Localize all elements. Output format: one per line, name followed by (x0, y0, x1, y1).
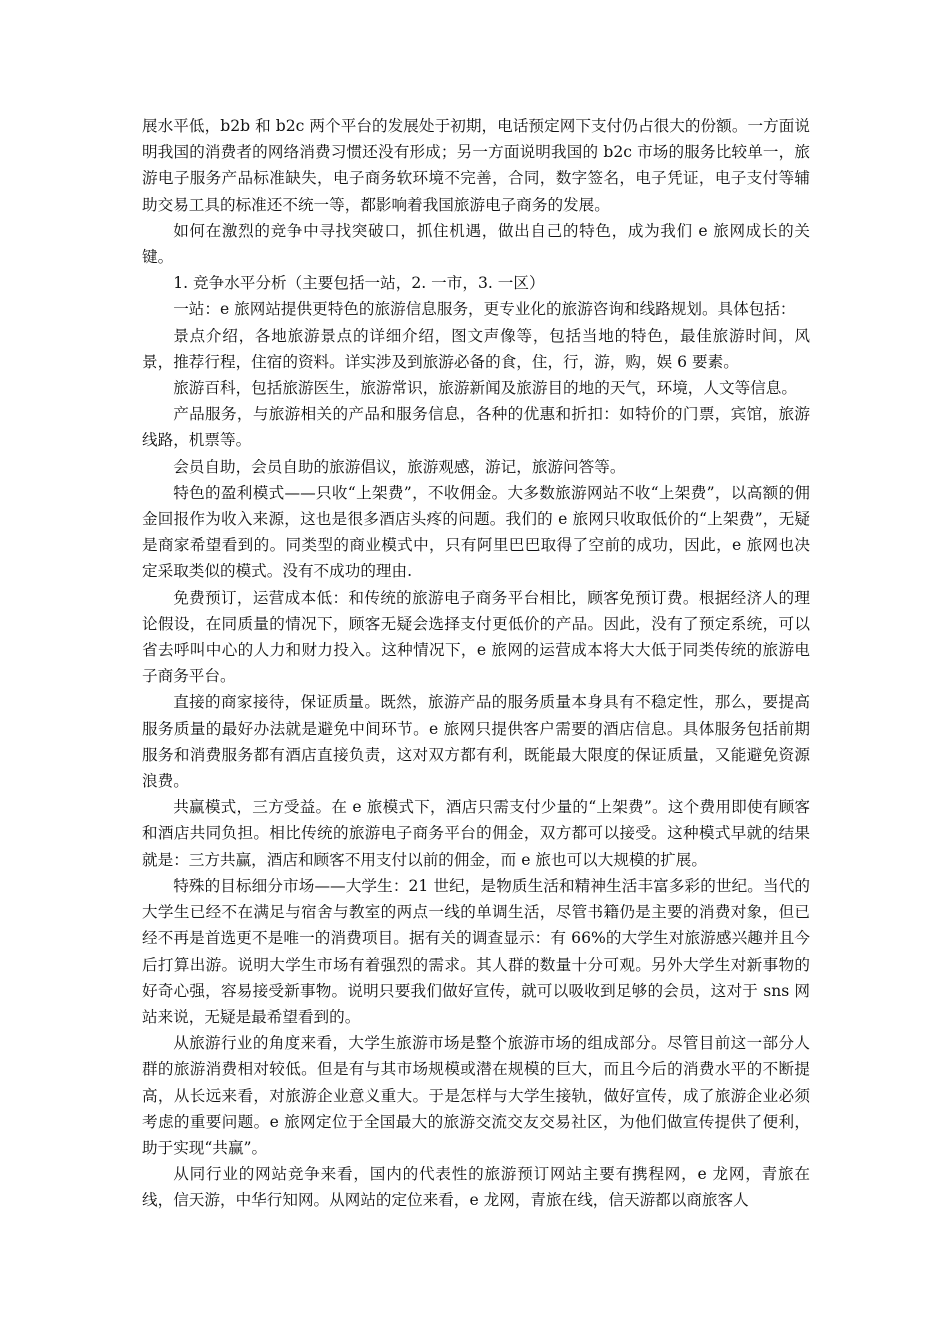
paragraph: 免费预订，运营成本低：和传统的旅游电子商务平台相比，顾客免预订费。根据经济人的理论假设，在同质量的情况下，顾客无疑会选择支付更低价的产品。因此，没有了预定系统，可以省去呼叫中心的人力和财力投入。这种情况下，e 旅网的运营成本将大大低于同类传统的旅游电子商务平台。 (142, 588, 810, 686)
paragraph: 景点介绍，各地旅游景点的详细介绍，图文声像等，包括当地的特色，最佳旅游时间，风景，推荐行程，住宿的资料。详实涉及到旅游必备的食，住，行，游，购，娱 6 要素。 (142, 326, 810, 371)
paragraph: 旅游百科，包括旅游医生，旅游常识，旅游新闻及旅游目的地的天气，环境，人文等信息。 (173, 379, 797, 398)
paragraph: 产品服务，与旅游相关的产品和服务信息，各种的优惠和折扣：如特价的门票，宾馆，旅游线路，机票等。 (142, 405, 810, 450)
paragraph: 共赢模式，三方受益。在 e 旅模式下，酒店只需支付少量的“上架费”。这个费用即使有顾客和酒店共同负担。相比传统的旅游电子商务平台的佣金，双方都可以接受。这种模式早就的结果就是：三方共赢，酒店和顾客不用支付以前的佣金，而 e 旅也可以大规模的扩展。 (142, 798, 810, 869)
paragraph: 特殊的目标细分市场——大学生：21 世纪，是物质生活和精神生活丰富多彩的世纪。当代的大学生已经不在满足与宿舍与教室的两点一线的单调生活，尽管书籍仍是主要的消费对象，但已经不再是首选更不是唯一的消费项目。据有关的调查显示：有 66%的大学生对旅游感兴趣并且今后打算出游。说明大学生市场有着强烈的需求。其人群的数量十分可观。另外大学生对新事物的好奇心强，容易接受新事物。说明只要我们做好宣传，就可以吸收到足够的会员，这对于 sns 网站来说，无疑是最希望看到的。 (142, 876, 810, 1026)
document-body (142, 113, 810, 1214)
paragraph: 一站：e 旅网站提供更特色的旅游信息服务，更专业化的旅游咨询和线路规划。具体包括： (173, 300, 796, 319)
paragraph: 从同行业的网站竞争来看，国内的代表性的旅游预订网站主要有携程网，e 龙网，青旅在线，信天游，中华行知网。从网站的定位来看，e 龙网，青旅在线，信天游都以商旅客人 (142, 1165, 810, 1210)
paragraph: 直接的商家接待，保证质量。既然，旅游产品的服务质量本身具有不稳定性，那么，要提高服务质量的最好办法就是避免中间环节。e 旅网只提供客户需要的酒店信息。具体服务包括前期服务和消费服务都有酒店直接负责，这对双方都有利，既能最大限度的保证质量，又能避免资源浪费。 (142, 693, 810, 791)
paragraph: 展水平低，b2b 和 b2c 两个平台的发展处于初期，电话预定网下支付仍占很大的份额。一方面说明我国的消费者的网络消费习惯还没有形成；另一方面说明我国的 b2c 市场的服务比较单一，旅游电子服务产品标准缺失，电子商务软环境不完善，合同，数字签名，电子凭证，电子支付等辅助交易工具的标准还不统一等，都影响着我国旅游电子商务的发展。 (142, 117, 810, 214)
paragraph: 如何在激烈的竞争中寻找突破口，抓住机遇，做出自己的特色，成为我们 e 旅网成长的关键。 (142, 221, 810, 267)
paragraph: 会员自助，会员自助的旅游倡议，旅游观感，游记，旅游问答等。 (173, 457, 626, 476)
paragraph: 特色的盈利模式——只收“上架费”，不收佣金。大多数旅游网站不收“上架费”，以高额的佣金回报作为收入来源，这也是很多酒店头疼的问题。我们的 e 旅网只收取低价的“上架费”，无疑是商家希望看到的。同类型的商业模式中，只有阿里巴巴取得了空前的成功，因此，e 旅网也决定采取类似的模式。没有不成功的理由. (142, 483, 810, 581)
section-heading: 1. 竞争水平分析（主要包括一站，2. 一市，3. 一区） (173, 274, 545, 293)
paragraph: 从旅游行业的角度来看，大学生旅游市场是整个旅游市场的组成部分。尽管目前这一部分人群的旅游消费相对较低。但是有与其市场规模或潜在规模的巨大，而且今后的消费水平的不断提高，从长远来看，对旅游企业意义重大。于是怎样与大学生接轨，做好宣传，成了旅游企业必须考虑的重要问题。e 旅网定位于全国最大的旅游交流交友交易社区，为他们做宣传提供了便利，助于实现“共赢”。 (142, 1034, 810, 1157)
